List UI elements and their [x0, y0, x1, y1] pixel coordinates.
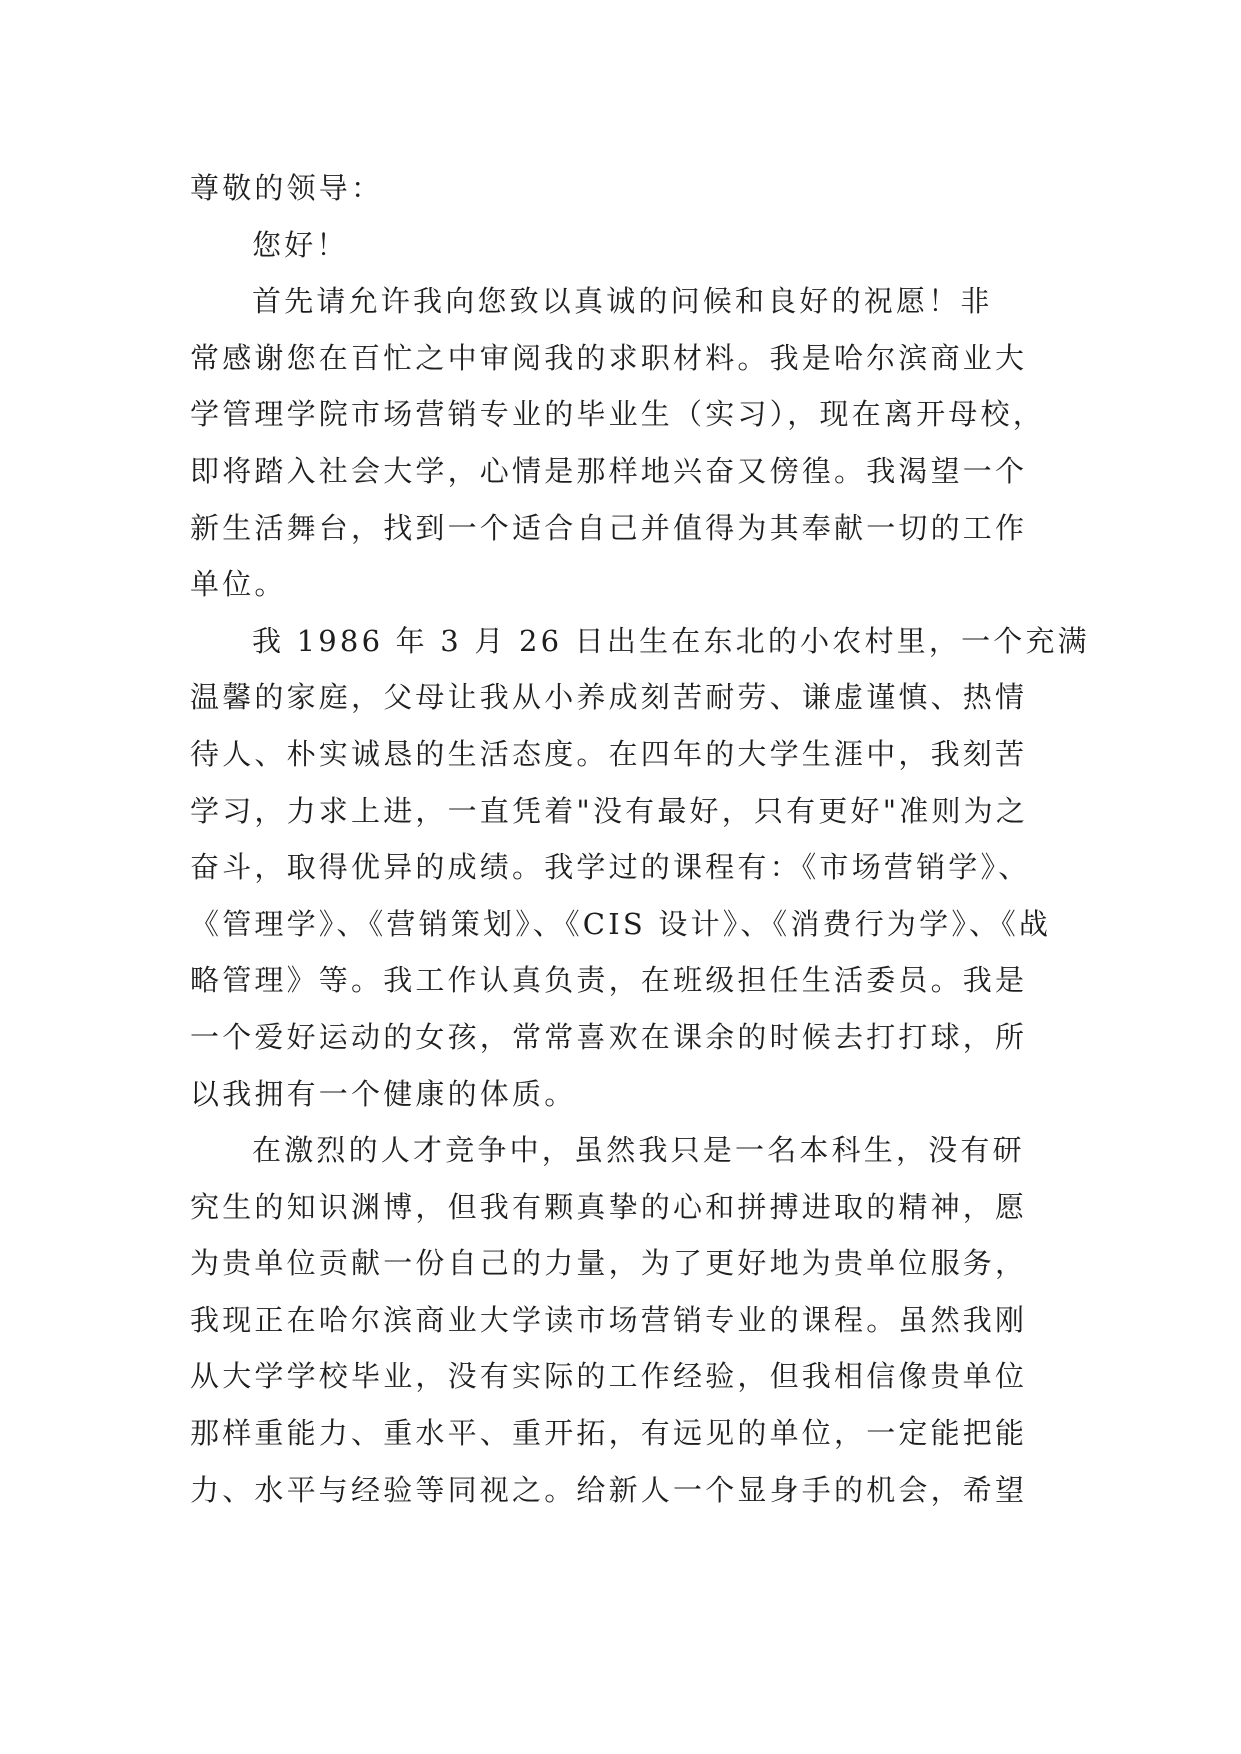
paragraph-line: 从大学学校毕业，没有实际的工作经验，但我相信像贵单位: [190, 1359, 1028, 1394]
paragraph-line: 温馨的家庭，父母让我从小养成刻苦耐劳、谦虚谨慎、热情: [190, 680, 1028, 715]
paragraph-line: 即将踏入社会大学，心情是那样地兴奋又傍徨。我渴望一个: [190, 453, 1028, 488]
paragraph-motivation: [190, 1122, 1060, 1518]
paragraph-line: 我现正在哈尔滨商业大学读市场营销专业的课程。虽然我刚: [190, 1302, 1028, 1337]
paragraph-line: 待人、朴实诚恳的生活态度。在四年的大学生涯中，我刻苦: [190, 736, 1028, 771]
paragraph-line: 一个爱好运动的女孩，常常喜欢在课余的时候去打打球，所: [190, 1019, 1028, 1054]
paragraph-line: 略管理》等。我工作认真负责，在班级担任生活委员。我是: [190, 963, 1028, 998]
paragraph-line: 在激烈的人才竞争中，虽然我只是一名本科生，没有研: [252, 1133, 1025, 1168]
cover-letter-body: [190, 160, 1090, 1518]
paragraph-line: 力、水平与经验等同视之。给新人一个显身手的机会，希望: [190, 1472, 1028, 1507]
paragraph-line: 学习，力求上进，一直凭着"没有最好，只有更好"准则为之: [190, 793, 1029, 828]
salutation: [190, 160, 1060, 217]
paragraph-line: 《管理学》、《营销策划》、《CIS 设计》、《消费行为学》、《战: [190, 906, 1052, 941]
paragraph-line: 那样重能力、重水平、重开拓，有远见的单位，一定能把能: [190, 1416, 1028, 1451]
greeting: [190, 217, 1060, 274]
salutation-line: 尊敬的领导：: [190, 171, 384, 205]
paragraph-line: 单位。: [190, 567, 287, 602]
paragraph-line: 奋斗，取得优异的成绩。我学过的课程有：《市场营销学》、: [190, 850, 1031, 885]
paragraph-line: 学管理学院市场营销专业的毕业生（实习），现在离开母校，: [190, 397, 1045, 432]
paragraph-line: 以我拥有一个健康的体质。: [190, 1076, 577, 1111]
paragraph-line: 常感谢您在百忙之中审阅我的求职材料。我是哈尔滨商业大: [190, 340, 1028, 375]
paragraph-line: 首先请允许我向您致以真诚的问候和良好的祝愿！非: [252, 284, 993, 319]
paragraph-line: 我 1986 年 3 月 26 日出生在东北的小农村里，一个充满: [252, 623, 1090, 658]
paragraph-line: 究生的知识渊博，但我有颗真挚的心和拼搏进取的精神，愿: [190, 1189, 1028, 1224]
paragraph-background: [190, 613, 1090, 1122]
greeting-line: 您好！: [252, 227, 349, 262]
paragraph-line: 为贵单位贡献一份自己的力量，为了更好地为贵单位服务，: [190, 1246, 1028, 1281]
paragraph-line: 新生活舞台，找到一个适合自己并值得为其奉献一切的工作: [190, 510, 1028, 545]
paragraph-introduction: [190, 273, 1060, 613]
